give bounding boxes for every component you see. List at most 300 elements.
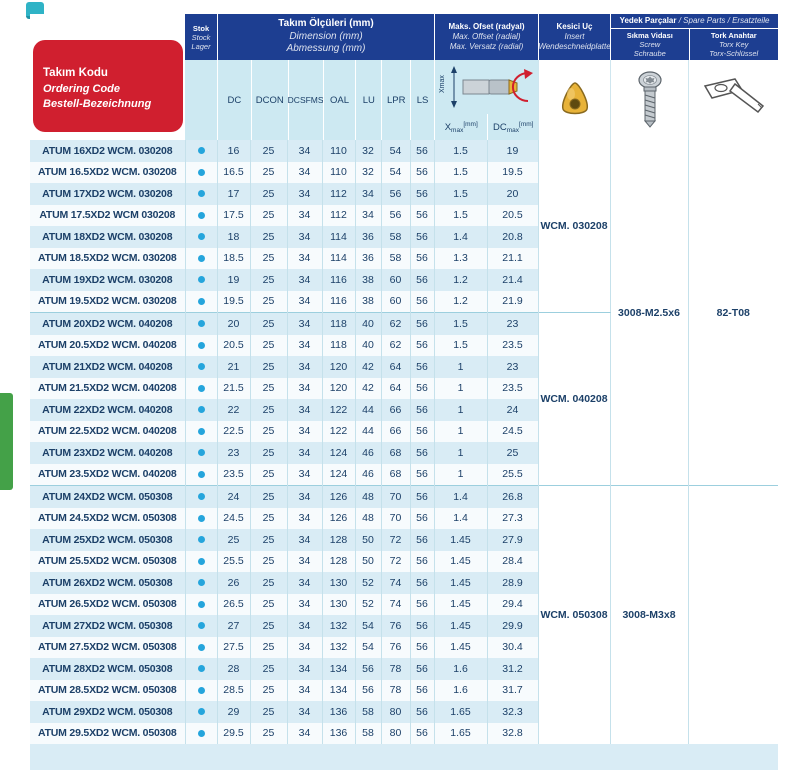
value-cell: 1 (434, 421, 487, 443)
value-cell: 124 (322, 464, 355, 486)
subheader-band (185, 60, 778, 140)
stock-dot (198, 298, 205, 305)
stock-dot (198, 342, 205, 349)
ordering-code-cell: ATUM 26XD2 WCM. 050308 (30, 572, 185, 594)
stock-cell (185, 356, 217, 378)
value-cell: 130 (322, 594, 355, 616)
value-cell: 56 (410, 701, 434, 723)
value-cell: 38 (355, 269, 381, 291)
stock-cell (185, 248, 217, 270)
value-cell: 64 (381, 378, 410, 400)
value-cell: 25 (250, 572, 287, 594)
value-cell: 1.5 (434, 162, 487, 184)
offset-diagram (435, 60, 539, 114)
table-row (30, 140, 778, 162)
value-cell: 1.4 (434, 226, 487, 248)
offset-column-labels (435, 114, 538, 140)
dcmax-unit: [mm] (519, 120, 534, 128)
ordering-code-cell: ATUM 27.5XD2 WCM. 050308 (30, 637, 185, 659)
value-cell: 42 (355, 356, 381, 378)
value-cell: 23 (487, 356, 538, 378)
value-cell: 56 (381, 205, 410, 227)
ordering-code-cell: ATUM 22.5XD2 WCM. 040208 (30, 421, 185, 443)
spare-parts-header (610, 14, 778, 60)
stock-header (185, 14, 217, 60)
value-cell: 1.2 (434, 291, 487, 313)
ordering-code-header-de: Bestell-Bezeichnung (43, 98, 152, 110)
value-cell: 68 (381, 442, 410, 464)
value-cell: 1.5 (434, 335, 487, 357)
value-cell: 28 (217, 658, 250, 680)
dimension-column-labels (217, 60, 434, 140)
screw-header-en: Screw (639, 40, 661, 49)
value-cell: 25 (250, 701, 287, 723)
svg-text:Xmax: Xmax (438, 75, 446, 93)
value-cell: 25 (250, 205, 287, 227)
stock-dot (198, 515, 205, 522)
stock-dot (198, 276, 205, 283)
value-cell: 18 (217, 226, 250, 248)
value-cell: 34 (287, 572, 322, 594)
stock-dot (198, 536, 205, 543)
stock-dot (198, 212, 205, 219)
value-cell: 27 (217, 615, 250, 637)
stock-cell (185, 313, 217, 335)
ordering-code-cell: ATUM 23.5XD2 WCM. 040208 (30, 464, 185, 486)
torx-key-image-cell (688, 60, 778, 140)
section-edge-tab (0, 393, 13, 490)
value-cell: 23 (217, 442, 250, 464)
value-cell: 36 (355, 248, 381, 270)
screw-group-cell: 3008-M2.5x6 (610, 140, 688, 486)
stock-dot (198, 320, 205, 327)
value-cell: 34 (287, 464, 322, 486)
value-cell: 110 (322, 162, 355, 184)
insert-header-en: Insert (564, 32, 585, 41)
ordering-code-cell: ATUM 21XD2 WCM. 040208 (30, 356, 185, 378)
value-cell: 34 (287, 399, 322, 421)
value-cell: 16 (217, 140, 250, 162)
value-cell: 34 (287, 248, 322, 270)
value-cell: 46 (355, 442, 381, 464)
value-cell: 132 (322, 615, 355, 637)
offset-header-en: Max. Offset (radial) (452, 32, 521, 41)
stock-cell (185, 594, 217, 616)
table-row (30, 486, 778, 508)
stock-cell (185, 378, 217, 400)
value-cell: 16.5 (217, 162, 250, 184)
value-cell: 122 (322, 421, 355, 443)
data-table (30, 140, 778, 744)
value-cell: 56 (410, 464, 434, 486)
stock-dot (198, 147, 205, 154)
value-cell: 34 (287, 551, 322, 573)
value-cell: 32.3 (487, 701, 538, 723)
value-cell: 72 (381, 551, 410, 573)
torx-group-cell (688, 486, 778, 745)
value-cell: 58 (381, 248, 410, 270)
value-cell: 50 (355, 529, 381, 551)
dcmax-sub: max (506, 126, 520, 134)
value-cell: 28.9 (487, 572, 538, 594)
value-cell: 56 (381, 183, 410, 205)
stock-cell (185, 658, 217, 680)
col-label-dcmax (487, 114, 538, 140)
stock-cell (185, 572, 217, 594)
max-offset-header (434, 14, 538, 60)
stock-cell (185, 615, 217, 637)
value-cell: 48 (355, 486, 381, 508)
value-cell: 21 (217, 356, 250, 378)
value-cell: 120 (322, 356, 355, 378)
value-cell: 74 (381, 572, 410, 594)
value-cell: 25 (250, 680, 287, 702)
value-cell: 29.4 (487, 594, 538, 616)
value-cell: 25 (250, 615, 287, 637)
value-cell: 1 (434, 464, 487, 486)
torx-header-en: Torx Key (719, 40, 749, 49)
value-cell: 56 (410, 356, 434, 378)
value-cell: 118 (322, 335, 355, 357)
value-cell: 1.65 (434, 701, 487, 723)
value-cell: 56 (410, 378, 434, 400)
ordering-code-cell: ATUM 26.5XD2 WCM. 050308 (30, 594, 185, 616)
value-cell: 118 (322, 313, 355, 335)
value-cell: 29.5 (217, 723, 250, 745)
value-cell: 27.5 (217, 637, 250, 659)
insert-group-cell: WCM. 050308 (538, 486, 610, 745)
stock-dot (198, 730, 205, 737)
value-cell: 56 (410, 183, 434, 205)
dimensions-header (217, 14, 434, 60)
value-cell: 58 (355, 701, 381, 723)
value-cell: 34 (287, 356, 322, 378)
value-cell: 19.5 (487, 162, 538, 184)
insert-header-de: Wendeschneidplatte (538, 42, 611, 51)
value-cell: 56 (410, 529, 434, 551)
stock-dot (198, 665, 205, 672)
value-cell: 25 (250, 486, 287, 508)
value-cell: 56 (410, 615, 434, 637)
value-cell: 34 (287, 378, 322, 400)
stock-header-en: Stock (191, 32, 211, 42)
value-cell: 56 (410, 572, 434, 594)
value-cell: 32 (355, 162, 381, 184)
value-cell: 124 (322, 442, 355, 464)
stock-cell (185, 162, 217, 184)
value-cell: 32.8 (487, 723, 538, 745)
torx-header-de: Torx-Schlüssel (709, 49, 759, 58)
value-cell: 48 (355, 508, 381, 530)
stock-cell (185, 701, 217, 723)
value-cell: 25 (250, 421, 287, 443)
value-cell: 46 (355, 464, 381, 486)
stock-cell (185, 551, 217, 573)
value-cell: 25 (250, 508, 287, 530)
value-cell: 122 (322, 399, 355, 421)
value-cell: 20.8 (487, 226, 538, 248)
value-cell: 24 (487, 399, 538, 421)
value-cell: 56 (410, 399, 434, 421)
value-cell: 66 (381, 399, 410, 421)
value-cell: 62 (381, 313, 410, 335)
ordering-code-header-tr: Takım Kodu (43, 67, 108, 79)
spare-parts-title-tr: Yedek Parçalar (619, 16, 677, 25)
value-cell: 18.5 (217, 248, 250, 270)
value-cell: 60 (381, 269, 410, 291)
value-cell: 34 (287, 442, 322, 464)
value-cell: 76 (381, 637, 410, 659)
ordering-code-cell: ATUM 16.5XD2 WCM. 030208 (30, 162, 185, 184)
value-cell: 56 (410, 269, 434, 291)
value-cell: 54 (381, 140, 410, 162)
value-cell: 23.5 (487, 335, 538, 357)
ordering-code-cell: ATUM 29.5XD2 WCM. 050308 (30, 723, 185, 745)
value-cell: 32 (355, 140, 381, 162)
value-cell: 34 (287, 658, 322, 680)
value-cell: 1.45 (434, 637, 487, 659)
stock-cell (185, 442, 217, 464)
insert-group-cell: WCM. 030208 (538, 140, 610, 313)
stock-dot (198, 708, 205, 715)
stock-header-tr: Stok (192, 23, 210, 33)
ordering-code-cell: ATUM 22XD2 WCM. 040208 (30, 399, 185, 421)
stock-dot (198, 493, 205, 500)
ordering-code-cell: ATUM 18.5XD2 WCM. 030208 (30, 248, 185, 270)
value-cell: 25 (217, 529, 250, 551)
value-cell: 1.45 (434, 594, 487, 616)
value-cell: 24 (217, 486, 250, 508)
stock-cell (185, 421, 217, 443)
value-cell: 56 (410, 551, 434, 573)
value-cell: 58 (381, 226, 410, 248)
stock-dot (198, 558, 205, 565)
ordering-code-cell: ATUM 27XD2 WCM. 050308 (30, 615, 185, 637)
spare-parts-title (611, 14, 778, 29)
value-cell: 56 (410, 335, 434, 357)
value-cell: 56 (410, 140, 434, 162)
value-cell: 116 (322, 269, 355, 291)
ordering-code-cell: ATUM 24.5XD2 WCM. 050308 (30, 508, 185, 530)
value-cell: 60 (381, 291, 410, 313)
value-cell: 25 (250, 442, 287, 464)
screw-icon (635, 71, 665, 129)
col-label-lpr: LPR (381, 60, 410, 140)
value-cell: 1.3 (434, 248, 487, 270)
stock-cell (185, 140, 217, 162)
value-cell: 34 (287, 162, 322, 184)
value-cell: 114 (322, 248, 355, 270)
value-cell: 70 (381, 508, 410, 530)
value-cell: 54 (381, 162, 410, 184)
value-cell: 1.4 (434, 486, 487, 508)
stock-dot (198, 687, 205, 694)
xmax-sub: max (451, 126, 464, 134)
value-cell: 34 (355, 183, 381, 205)
value-cell: 1.45 (434, 572, 487, 594)
value-cell: 34 (287, 269, 322, 291)
value-cell: 25 (250, 658, 287, 680)
stock-cell (185, 508, 217, 530)
value-cell: 1.45 (434, 529, 487, 551)
value-cell: 34 (287, 701, 322, 723)
value-cell: 17.5 (217, 205, 250, 227)
value-cell: 25 (250, 335, 287, 357)
value-cell: 134 (322, 680, 355, 702)
value-cell: 52 (355, 572, 381, 594)
spare-parts-title-en-de: / Spare Parts / Ersatzteile (676, 16, 770, 25)
insert-header (538, 14, 610, 60)
spare-parts-subheaders (611, 29, 778, 60)
col-label-lu: LU (355, 60, 381, 140)
value-cell: 24.5 (487, 421, 538, 443)
value-cell: 56 (410, 723, 434, 745)
value-cell: 25 (250, 226, 287, 248)
value-cell: 1.5 (434, 313, 487, 335)
value-cell: 136 (322, 701, 355, 723)
value-cell: 25 (250, 269, 287, 291)
value-cell: 78 (381, 658, 410, 680)
ordering-code-cell: ATUM 23XD2 WCM. 040208 (30, 442, 185, 464)
value-cell: 126 (322, 508, 355, 530)
value-cell: 116 (322, 291, 355, 313)
value-cell: 34 (355, 205, 381, 227)
value-cell: 22 (217, 399, 250, 421)
torx-group-cell: 82-T08 (688, 140, 778, 486)
value-cell: 19.5 (217, 291, 250, 313)
value-cell: 34 (287, 637, 322, 659)
xmax-unit: [mm] (463, 120, 478, 128)
value-cell: 34 (287, 421, 322, 443)
stock-dot (198, 644, 205, 651)
insert-icon (553, 80, 597, 120)
value-cell: 66 (381, 421, 410, 443)
value-cell: 21.1 (487, 248, 538, 270)
value-cell: 20 (217, 313, 250, 335)
stock-dot (198, 169, 205, 176)
stock-dot (198, 385, 205, 392)
value-cell: 25 (250, 723, 287, 745)
value-cell: 56 (410, 637, 434, 659)
ordering-code-header (33, 40, 183, 132)
value-cell: 25 (250, 594, 287, 616)
value-cell: 34 (287, 291, 322, 313)
screw-group-cell: 3008-M3x8 (610, 486, 688, 745)
value-cell: 25 (250, 399, 287, 421)
value-cell: 1.5 (434, 140, 487, 162)
value-cell: 136 (322, 723, 355, 745)
value-cell: 25 (250, 313, 287, 335)
data-rows (30, 140, 778, 744)
dimensions-header-tr: Takım Ölçüleri (mm) (278, 18, 374, 30)
catalog-table (30, 14, 778, 770)
value-cell: 56 (410, 442, 434, 464)
value-cell: 25 (250, 356, 287, 378)
value-cell: 28.4 (487, 551, 538, 573)
value-cell: 27.9 (487, 529, 538, 551)
value-cell: 31.7 (487, 680, 538, 702)
col-label-ls: LS (410, 60, 434, 140)
value-cell: 34 (287, 529, 322, 551)
value-cell: 56 (410, 226, 434, 248)
value-cell: 34 (287, 594, 322, 616)
value-cell: 54 (355, 637, 381, 659)
value-cell: 25.5 (487, 464, 538, 486)
stock-cell (185, 183, 217, 205)
value-cell: 25 (250, 140, 287, 162)
value-cell: 26 (217, 572, 250, 594)
value-cell: 34 (287, 723, 322, 745)
value-cell: 38 (355, 291, 381, 313)
stock-dot (198, 449, 205, 456)
ordering-code-cell: ATUM 17.5XD2 WCM 030208 (30, 205, 185, 227)
value-cell: 80 (381, 723, 410, 745)
stock-cell (185, 335, 217, 357)
ordering-code-cell: ATUM 21.5XD2 WCM. 040208 (30, 378, 185, 400)
value-cell: 25 (250, 183, 287, 205)
stock-dot (198, 406, 205, 413)
value-cell: 21.4 (487, 269, 538, 291)
stock-cell (185, 486, 217, 508)
value-cell: 56 (410, 162, 434, 184)
value-cell: 25 (250, 637, 287, 659)
value-cell: 27.3 (487, 508, 538, 530)
value-cell: 20 (487, 183, 538, 205)
value-cell: 56 (355, 680, 381, 702)
offset-subheader (434, 60, 538, 140)
value-cell: 70 (381, 486, 410, 508)
insert-header-tr: Kesici Uç (556, 22, 593, 31)
stock-cell (185, 226, 217, 248)
stock-dot (198, 190, 205, 197)
value-cell: 54 (355, 615, 381, 637)
value-cell: 30.4 (487, 637, 538, 659)
value-cell: 34 (287, 226, 322, 248)
value-cell: 1.45 (434, 615, 487, 637)
stock-subheader (185, 60, 217, 140)
dcmax-symbol: DC (493, 121, 507, 133)
value-cell: 23 (487, 313, 538, 335)
value-cell: 34 (287, 313, 322, 335)
value-cell: 1 (434, 356, 487, 378)
dimensions-header-en: Dimension (mm) (289, 30, 363, 42)
stock-dot (198, 428, 205, 435)
ordering-code-cell: ATUM 16XD2 WCM. 030208 (30, 140, 185, 162)
value-cell: 78 (381, 680, 410, 702)
value-cell: 19 (217, 269, 250, 291)
col-label-dc: DC (227, 94, 242, 106)
value-cell: 76 (381, 615, 410, 637)
value-cell: 80 (381, 701, 410, 723)
value-cell: 56 (410, 486, 434, 508)
value-cell: 114 (322, 226, 355, 248)
value-cell: 1 (434, 378, 487, 400)
value-cell: 132 (322, 637, 355, 659)
value-cell: 25 (250, 551, 287, 573)
value-cell: 34 (287, 140, 322, 162)
value-cell: 72 (381, 529, 410, 551)
ordering-code-cell: ATUM 20XD2 WCM. 040208 (30, 313, 185, 335)
value-cell: 34 (287, 486, 322, 508)
stock-cell (185, 291, 217, 313)
value-cell: 56 (355, 658, 381, 680)
dimensions-header-de: Abmessung (mm) (286, 43, 366, 55)
value-cell: 23.5 (217, 464, 250, 486)
value-cell: 19 (487, 140, 538, 162)
stock-cell (185, 529, 217, 551)
ordering-code-cell: ATUM 17XD2 WCM. 030208 (30, 183, 185, 205)
value-cell: 62 (381, 335, 410, 357)
